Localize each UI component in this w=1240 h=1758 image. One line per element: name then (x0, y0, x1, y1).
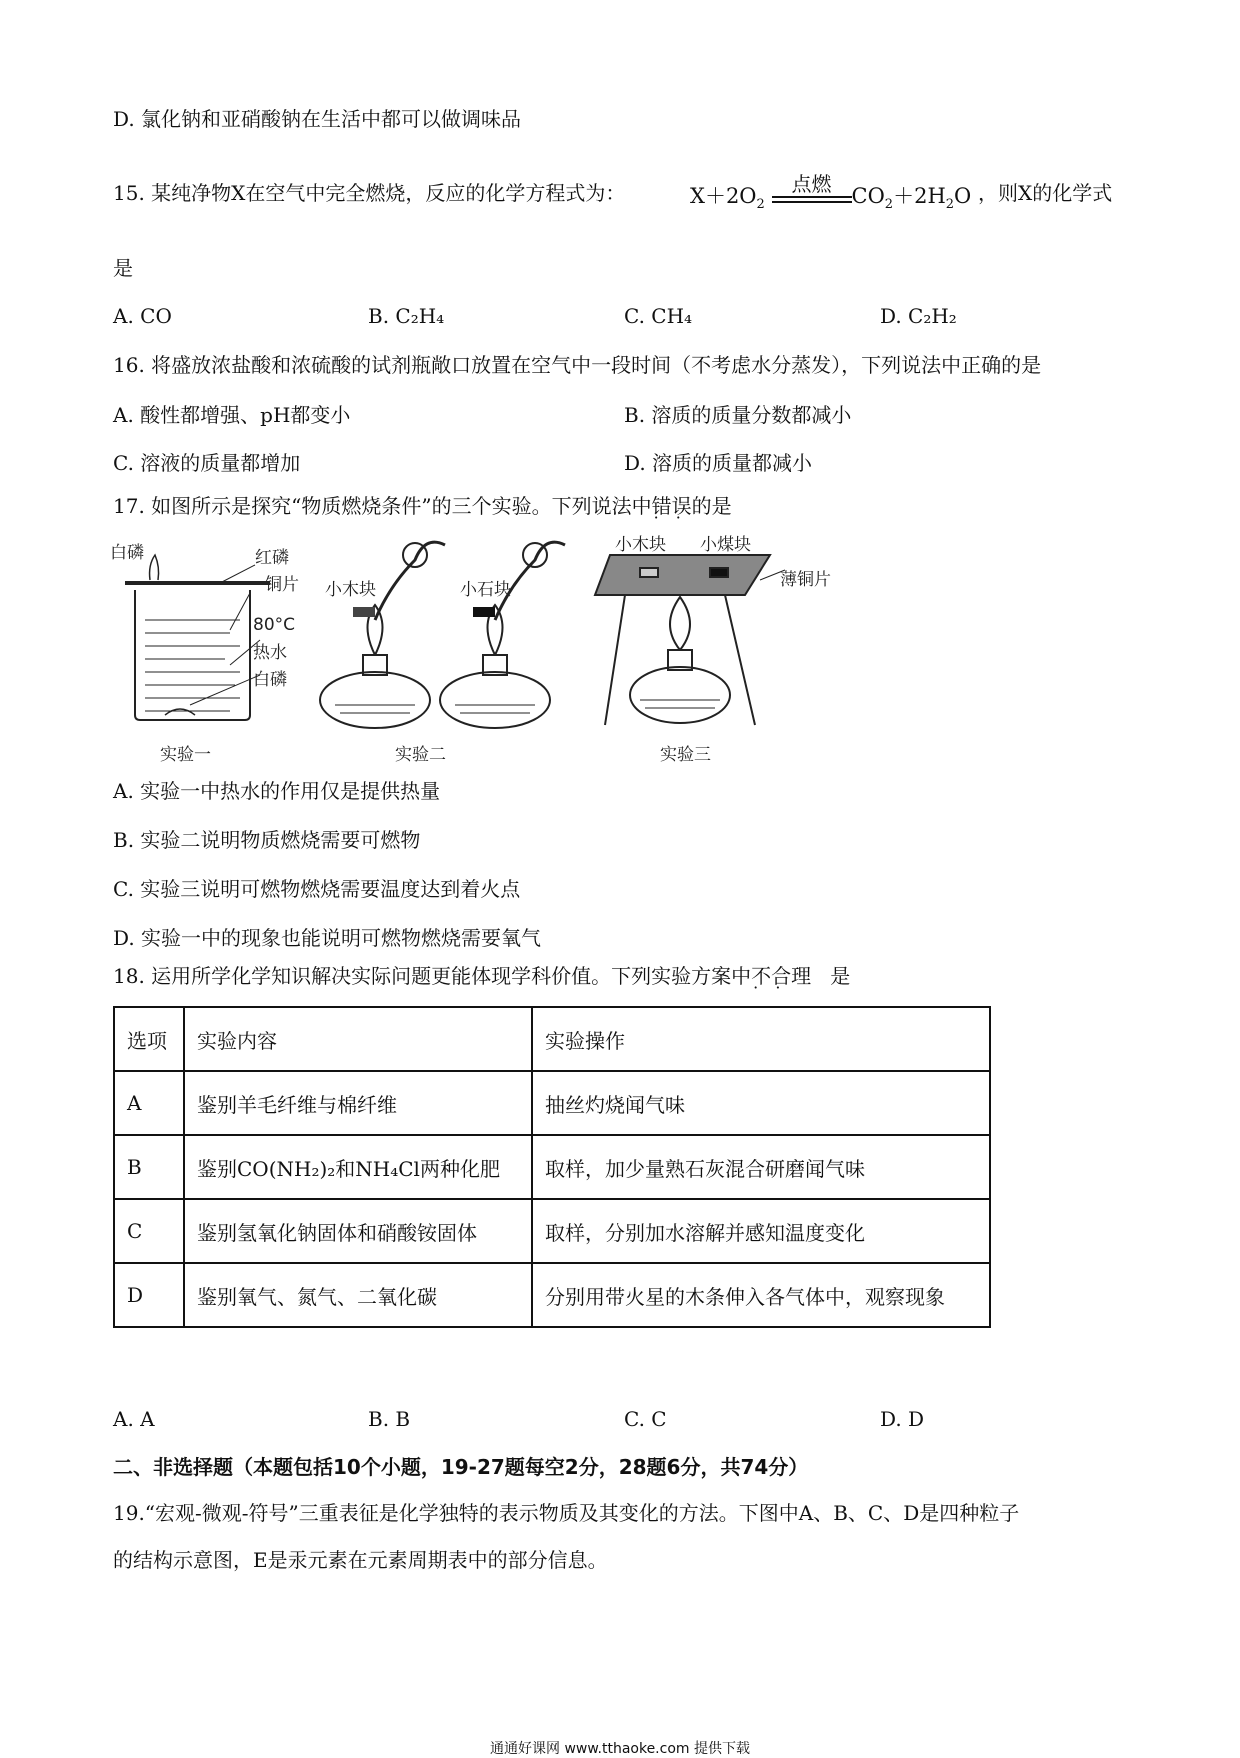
eq-arrow (772, 172, 852, 203)
fig3-label-coal: 小煤块 (700, 535, 751, 555)
q15-equation: $X+2O_2$ 点燃 $CO_2+2H_2O$ (690, 180, 971, 212)
q16-stem: 16. 将盛放浓盐酸和浓硫酸的试剂瓶敞口放置在空气中一段时间（不考虑水分蒸发），下列说法中正确的是 (113, 353, 1042, 377)
eq-right3: O (954, 184, 972, 208)
fig1-label-hot-water: 热水 (253, 643, 287, 663)
q17-text-pre: 17. 如图所示是探究“物质燃烧条件”的三个实验。下列说法中 (113, 494, 652, 518)
q14-option-d: D. 氯化钠和亚硝酸钠在生活中都可以做调味品 (113, 107, 522, 131)
q19-line2: 的结构示意图，E是汞元素在元素周期表中的部分信息。 (113, 1548, 608, 1572)
fig1-label-white-p: 白磷 (110, 543, 144, 563)
fig1-label-red-p: 红磷 (255, 548, 289, 568)
eq-left: X＋2O (690, 184, 757, 208)
q15-option-b: B. C₂H₄ (368, 304, 445, 328)
fig1-label-copper: 铜片 (265, 575, 299, 595)
q17-option-b: B. 实验二说明物质燃烧需要可燃物 (113, 828, 421, 852)
q15-text: 15. 某纯净物X在空气中完全燃烧，反应的化学方程式为： (113, 181, 626, 205)
fig2-label-wood: 小木块 (325, 580, 376, 600)
q16-option-a: A. 酸性都增强、pH都变小 (113, 403, 351, 427)
table-cell: 取样，加少量熟石灰混合研磨闻气味 (532, 1135, 990, 1199)
page-footer: 通通好课网 www.tthaoke.com 提供下载 (490, 1741, 750, 1757)
q17-option-d: D. 实验一中的现象也能说明可燃物燃烧需要氧气 (113, 926, 542, 950)
q15-option-d: D. C₂H₂ (880, 304, 957, 328)
fig3-label-copper: 薄铜片 (780, 570, 831, 590)
table-cell: A (114, 1071, 184, 1135)
q18-table (113, 1006, 991, 1328)
fig2-caption: 实验二 (395, 745, 446, 765)
table-cell: 取样，分别加水溶解并感知温度变化 (532, 1199, 990, 1263)
q15-option-a: A. CO (113, 304, 172, 328)
q16-option-c: C. 溶液的质量都增加 (113, 451, 301, 475)
table-cell: 分别用带火星的木条伸入各气体中，观察现象 (532, 1263, 990, 1327)
q15-stem (113, 183, 625, 203)
q18-option-a: A. A (113, 1407, 155, 1431)
fig1-label-temp: 80°C (253, 615, 296, 635)
q17-emphasis: 错误 · · (652, 494, 692, 518)
table-row (114, 1071, 990, 1135)
table-header-cell: 实验操作 (532, 1007, 990, 1071)
table-row (114, 1199, 990, 1263)
q15-cont: 是 (113, 256, 133, 280)
q16-option-b: B. 溶质的质量分数都减小 (624, 403, 852, 427)
section-heading: 二、非选择题（本题包括10个小题，19-27题每空2分，28题6分，共74分） (113, 1455, 809, 1479)
fig1-caption: 实验一 (160, 745, 211, 765)
q17-option-a: A. 实验一中热水的作用仅是提供热量 (113, 779, 441, 803)
eq-right2: ＋2H (893, 184, 946, 208)
q18-emphasis: 不合理 · · (751, 964, 811, 988)
q17-text-post: 的是 (691, 494, 732, 518)
q15-option-c: C. CH₄ (624, 304, 693, 328)
eq-right: CO (851, 184, 885, 208)
q18-text-post: 是 (830, 964, 851, 988)
table-row (114, 1135, 990, 1199)
q15-tail: ，则X的化学式 (978, 181, 1113, 205)
fig1-label-white-p2: 白磷 (253, 670, 287, 690)
q17-stem (113, 496, 732, 516)
table-cell: D (114, 1263, 184, 1327)
fig3-label-wood: 小木块 (615, 535, 666, 555)
fig3-caption: 实验三 (660, 745, 711, 765)
table-row (114, 1263, 990, 1327)
q19-line1: 19.“宏观-微观-符号”三重表征是化学独特的表示物质及其变化的方法。下图中A、B、C、D是四种粒子 (113, 1501, 1020, 1525)
q17-option-c: C. 实验三说明可燃物燃烧需要温度达到着火点 (113, 877, 521, 901)
table-cell: B (114, 1135, 184, 1199)
table-header-cell: 实验内容 (184, 1007, 532, 1071)
eq-condition: 点燃 (791, 172, 832, 196)
q18-option-b: B. B (368, 1407, 411, 1431)
table-cell: 鉴别羊毛纤维与棉纤维 (184, 1071, 532, 1135)
q18-text-pre: 18. 运用所学化学知识解决实际问题更能体现学科价值。下列实验方案中 (113, 964, 752, 988)
table-cell: 鉴别CO(NH₂)₂和NH₄Cl两种化肥 (184, 1135, 532, 1199)
table-cell: 鉴别氧气、氮气、二氧化碳 (184, 1263, 532, 1327)
q18-option-d: D. D (880, 1407, 925, 1431)
table-cell: C (114, 1199, 184, 1263)
table-header-row (114, 1007, 990, 1071)
q18-option-c: C. C (624, 1407, 667, 1431)
q17-figure (110, 525, 831, 765)
table-cell: 抽丝灼烧闻气味 (532, 1071, 990, 1135)
table-cell: 鉴别氢氧化钠固体和硝酸铵固体 (184, 1199, 532, 1263)
table-header-cell: 选项 (114, 1007, 184, 1071)
q16-option-d: D. 溶质的质量都减小 (624, 451, 813, 475)
fig2-label-stone: 小石块 (460, 580, 511, 600)
q18-stem (113, 966, 850, 986)
